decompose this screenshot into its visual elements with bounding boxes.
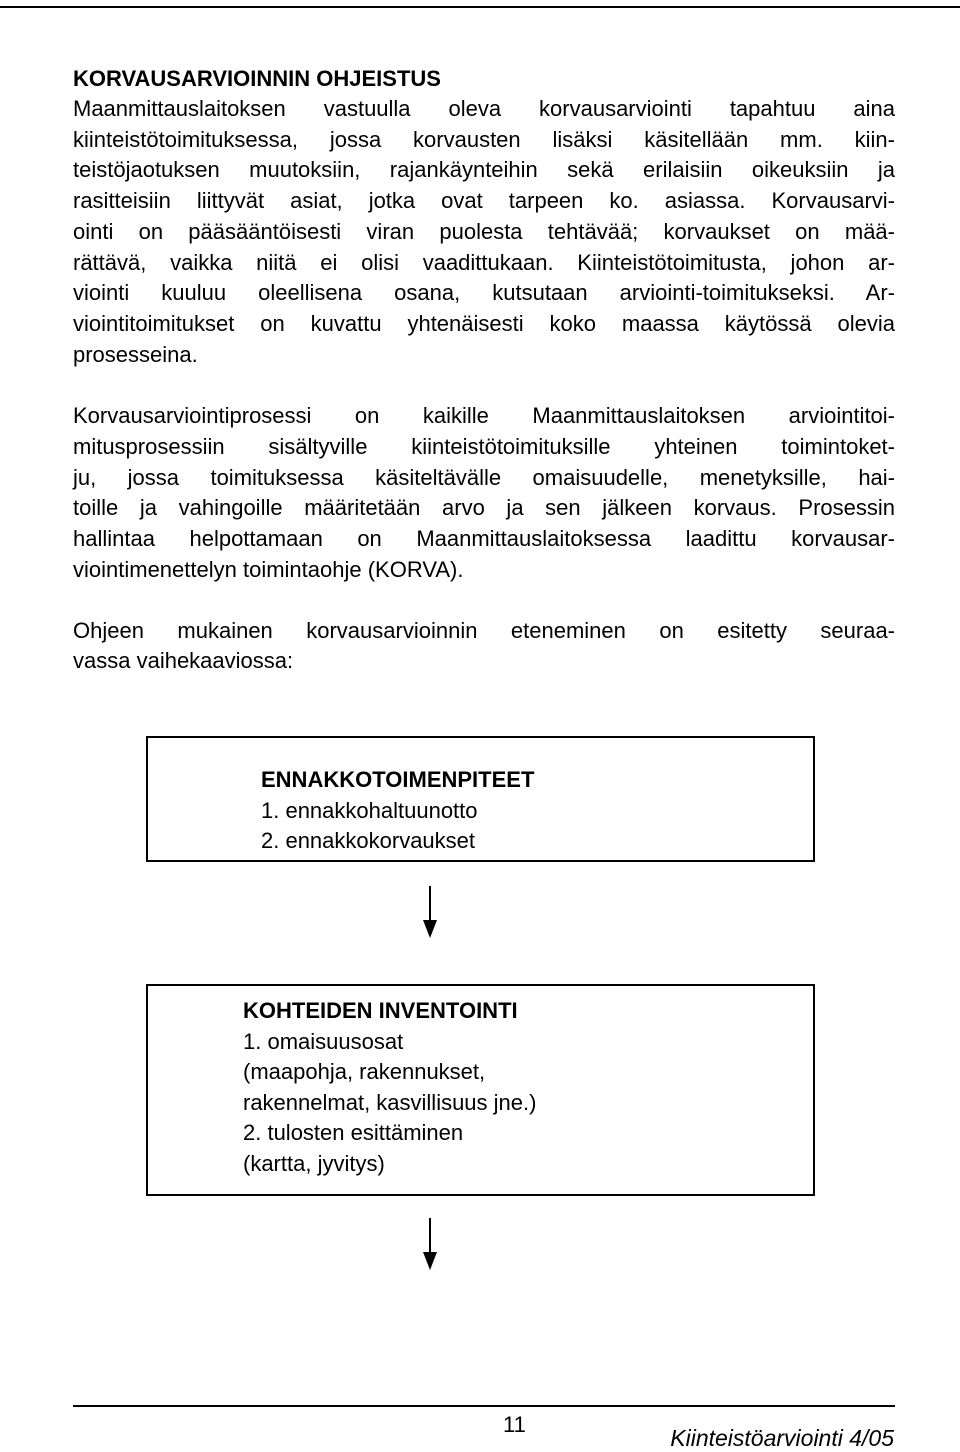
paragraph-2-line: mitusprosessiin sisältyville kiinteistötoimituksille yhteinen toimintoket- <box>73 434 895 460</box>
paragraph-3-line: Ohjeen mukainen korvausarvioinnin eteneminen on esitetty seuraa- <box>73 617 895 643</box>
paragraph-1-line: Maanmittauslaitoksen vastuulla oleva korvausarviointi tapahtuu aina <box>73 96 895 121</box>
paragraph-1-line: rättävä, vaikka niitä ei olisi vaadittukaan. Kiinteistötoimitusta, johon ar- <box>73 249 895 275</box>
paragraph-1-line: prosesseina. <box>73 341 198 367</box>
flowchart-step-preliminary-measures <box>146 736 815 862</box>
paragraph-2-line: hallintaa helpottamaan on Maanmittauslaitoksessa laadittu korvausar- <box>73 526 895 552</box>
step-line: 2. ennakkokorvaukset <box>261 828 476 853</box>
flowchart-step-inventory <box>146 984 815 1196</box>
paragraph-3 <box>73 616 895 677</box>
document-body <box>73 64 895 677</box>
paragraph-1-line: ointi on pääsääntöisesti viran puolesta tehtävää; korvaukset on mää- <box>73 218 895 244</box>
paragraph-1-line: viointitoimitukset on kuvattu yhtenäisesti koko maassa käytössä olevia <box>73 310 895 336</box>
page-number: 11 <box>503 1412 526 1437</box>
paragraph-2-line: Korvausarviointiprosessi on kaikille Maanmittauslaitoksen arviointitoi- <box>73 403 895 429</box>
step-line: (kartta, jyvitys) <box>243 1150 385 1176</box>
document-heading: KORVAUSARVIOINNIN OHJEISTUS <box>73 66 441 91</box>
step-title: KOHTEIDEN INVENTOINTI <box>243 998 518 1023</box>
step-line: rakennelmat, kasvillisuus jne.) <box>243 1089 537 1115</box>
paragraph-2 <box>73 401 895 585</box>
step-line: 1. omaisuusosat <box>243 1028 404 1054</box>
step-line: (maapohja, rakennukset, <box>243 1059 486 1084</box>
paragraph-1-line: kiinteistötoimituksessa, jossa korvausten lisäksi käsitellään mm. kiin- <box>73 126 895 152</box>
paragraph-3-line: vassa vaihekaaviossa: <box>73 648 294 674</box>
paragraph-1-line: rasitteisiin liittyvät asiat, jotka ovat tarpeen ko. asiassa. Korvausarvi- <box>73 188 895 214</box>
down-arrow-icon <box>420 1218 440 1270</box>
paragraph-1-line: teistöjaotuksen muutoksiin, rajankäynteihin sekä erilaisiin oikeuksiin ja <box>73 157 895 183</box>
paragraph-1-line: viointi kuuluu oleellisena osana, kutsutaan arviointi-toimitukseksi. Ar- <box>73 280 895 306</box>
step-line: 1. ennakkohaltuunotto <box>261 797 478 823</box>
top-rule <box>0 6 960 8</box>
paragraph-2-line: ju, jossa toimituksessa käsiteltävälle omaisuudelle, menetyksille, hai- <box>73 464 895 490</box>
down-arrow-icon <box>420 886 440 938</box>
footer-rule <box>73 1405 895 1407</box>
step-line: 2. tulosten esittäminen <box>243 1120 464 1145</box>
paragraph-2-line: toille ja vahingoille määritetään arvo ja sen jälkeen korvaus. Prosessin <box>73 495 895 521</box>
paragraph-1 <box>73 94 895 370</box>
publication-name: Kiinteistöarviointi 4/05 <box>670 1425 894 1451</box>
step-title: ENNAKKOTOIMENPITEET <box>261 767 535 792</box>
paragraph-2-line: viointimenettelyn toimintaohje (KORVA). <box>73 556 464 582</box>
